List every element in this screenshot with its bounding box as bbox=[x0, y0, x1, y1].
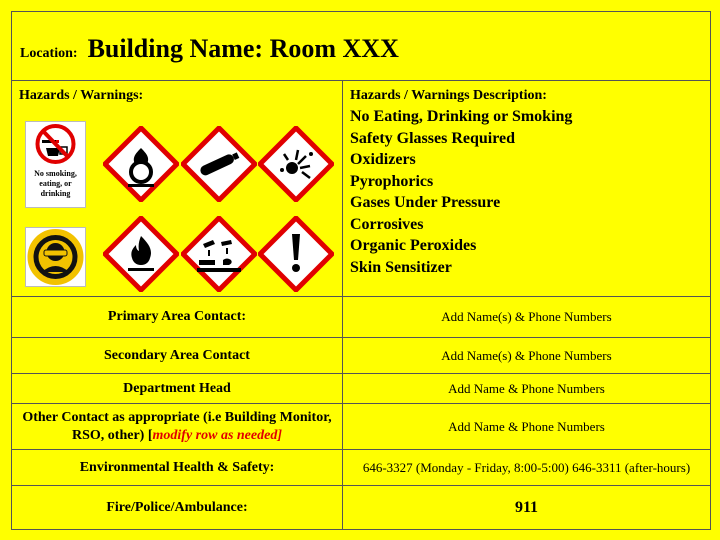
hazard-item: Safety Glasses Required bbox=[350, 129, 516, 147]
no-eating-icon bbox=[26, 122, 85, 207]
no-eating-line-2: eating, or bbox=[39, 179, 72, 188]
hazard-item: Corrosives bbox=[350, 215, 424, 233]
hazard-pictograms-panel bbox=[12, 81, 343, 296]
no-eating-line-1: No smoking, bbox=[34, 169, 77, 178]
contact-label: Primary Area Contact: bbox=[12, 297, 343, 337]
hazard-item: Oxidizers bbox=[350, 151, 416, 168]
primary-contact-row bbox=[12, 297, 710, 338]
contact-label-other bbox=[12, 404, 343, 449]
emergency-number: 911 bbox=[514, 498, 539, 516]
contact-label: Fire/Police/Ambulance: bbox=[12, 486, 343, 529]
safety-glasses-sign bbox=[25, 227, 86, 287]
hazard-description-list bbox=[350, 106, 572, 278]
hazards-row bbox=[12, 81, 710, 297]
contact-label: Department Head bbox=[12, 374, 343, 403]
secondary-contact-row bbox=[12, 338, 710, 374]
contact-value: Add Name & Phone Numbers bbox=[448, 418, 605, 434]
building-room-title: Building Name: Room XXX bbox=[87, 34, 399, 63]
exploding-bomb-icon bbox=[258, 126, 334, 202]
department-head-row bbox=[12, 374, 710, 404]
hazard-descriptions-panel bbox=[343, 81, 710, 296]
contact-label: Secondary Area Contact bbox=[12, 338, 343, 373]
location-label: Location: bbox=[20, 46, 78, 61]
contact-value: Add Name(s) & Phone Numbers bbox=[441, 347, 612, 363]
contact-value: Add Name & Phone Numbers bbox=[448, 380, 605, 396]
contact-value: Add Name(s) & Phone Numbers bbox=[441, 309, 612, 324]
hazard-item: Skin Sensitizer bbox=[350, 258, 452, 276]
no-eating-line-3: drinking bbox=[40, 189, 71, 198]
safety-glasses-icon bbox=[26, 228, 85, 286]
other-contact-row bbox=[12, 404, 710, 450]
contact-label: Environmental Health & Safety: bbox=[12, 450, 343, 485]
ehs-contact-row bbox=[12, 450, 710, 486]
hazards-heading: Hazards / Warnings: bbox=[19, 88, 144, 103]
hazard-item: Gases Under Pressure bbox=[350, 194, 501, 211]
hazard-item: Organic Peroxides bbox=[350, 237, 477, 254]
corrosion-icon bbox=[181, 216, 257, 292]
flame-icon bbox=[103, 216, 179, 292]
contact-value: 646-3327 (Monday - Friday, 8:00-5:00) 646-3311 (after-hours) bbox=[362, 459, 691, 475]
no-eating-drinking-sign bbox=[25, 121, 86, 208]
modify-row-note: modify row as needed] bbox=[152, 427, 282, 443]
hazard-item: No Eating, Drinking or Smoking bbox=[350, 108, 573, 125]
hazards-description-heading: Hazards / Warnings Description: bbox=[350, 88, 547, 103]
hazard-item: Pyrophorics bbox=[350, 172, 434, 190]
emergency-contact-row bbox=[12, 486, 710, 529]
location-row bbox=[12, 12, 710, 81]
safety-placard bbox=[11, 11, 711, 530]
gas-cylinder-icon bbox=[181, 126, 257, 202]
contact-label-text: Other Contact as appropriate (i.e Building Monitor, RSO, other) [ bbox=[22, 409, 332, 443]
flame-over-circle-icon bbox=[103, 126, 179, 202]
exclamation-mark-icon bbox=[258, 216, 334, 292]
